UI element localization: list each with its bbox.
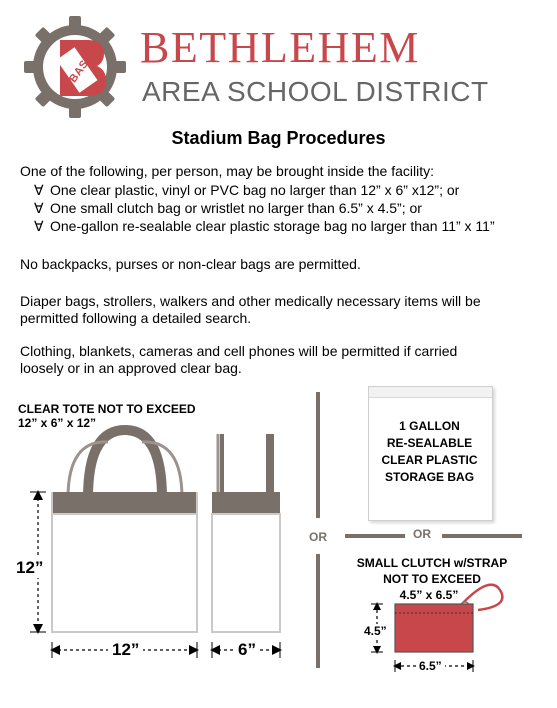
gallon-label-line3: CLEAR PLASTIC [381, 453, 478, 467]
org-name-line2: AREA SCHOOL DISTRICT [142, 76, 489, 107]
bullet-symbol: ∀ [34, 218, 44, 234]
clutch-label-line1: SMALL CLUTCH w/STRAP [356, 556, 508, 570]
tote-depth-label: 6” [234, 640, 260, 660]
tote-height-label: 12” [16, 558, 44, 577]
vertical-divider-bottom [316, 554, 320, 668]
or-label-horizontal: OR [413, 527, 431, 541]
clothing-text-line2: loosely or in an approved clear bag. [20, 360, 242, 376]
logo-badge-text: BASD [67, 50, 97, 86]
clutch-label-line3: 4.5” x 6.5” [399, 588, 459, 602]
bag-seal [369, 387, 492, 398]
page-title: Stadium Bag Procedures [171, 128, 386, 148]
gallon-label-line4: STORAGE BAG [384, 470, 475, 484]
list-item [30, 199, 495, 217]
tote-width-label: 12” [108, 640, 143, 660]
list-item [30, 181, 495, 199]
clothing-text-line1: Clothing, blankets, cameras and cell phones will be permitted if carried [20, 343, 458, 359]
diaper-text-line1: Diaper bags, strollers, walkers and other medically necessary items will be [20, 293, 481, 309]
clutch-width-label: 6.5” [416, 659, 445, 673]
org-name-line1: BETHLEHEM [140, 23, 420, 72]
clutch-label-line2: NOT TO EXCEED [383, 572, 481, 586]
diaper-text-line2: permitted following a detailed search. [20, 310, 252, 326]
vertical-divider-top [316, 392, 320, 518]
bullet-text: One-gallon re-sealable clear plastic storage bag no larger than 11” x 11” [50, 218, 495, 234]
bullet-symbol: ∀ [34, 182, 44, 198]
bullet-text: One clear plastic, vinyl or PVC bag no larger than 12” x 6” x12”; or [50, 182, 460, 198]
list-item [30, 217, 495, 235]
horizontal-divider-left [345, 534, 405, 538]
horizontal-divider-right [442, 534, 522, 538]
logo-emblem [20, 12, 130, 122]
tote-label-line2: 12” x 6” x 12” [18, 416, 97, 430]
allowed-bags-list [30, 181, 495, 235]
bullet-symbol: ∀ [34, 200, 44, 216]
tote-bag-illustration [0, 420, 310, 670]
gallon-label-line2: RE-SEALABLE [386, 436, 473, 450]
clutch-height-label: 4.5” [364, 624, 387, 638]
gallon-label-line1: 1 GALLON [399, 419, 460, 433]
tote-label-line1: CLEAR TOTE NOT TO EXCEED [18, 402, 196, 416]
or-label-vertical: OR [309, 530, 327, 544]
gallon-label [368, 418, 491, 486]
bullet-text: One small clutch bag or wristlet no larger than 6.5” x 4.5”; or [50, 200, 422, 216]
backpacks-text: No backpacks, purses or non-clear bags are permitted. [20, 256, 361, 272]
intro-text: One of the following, per person, may be brought inside the facility: [20, 163, 435, 179]
